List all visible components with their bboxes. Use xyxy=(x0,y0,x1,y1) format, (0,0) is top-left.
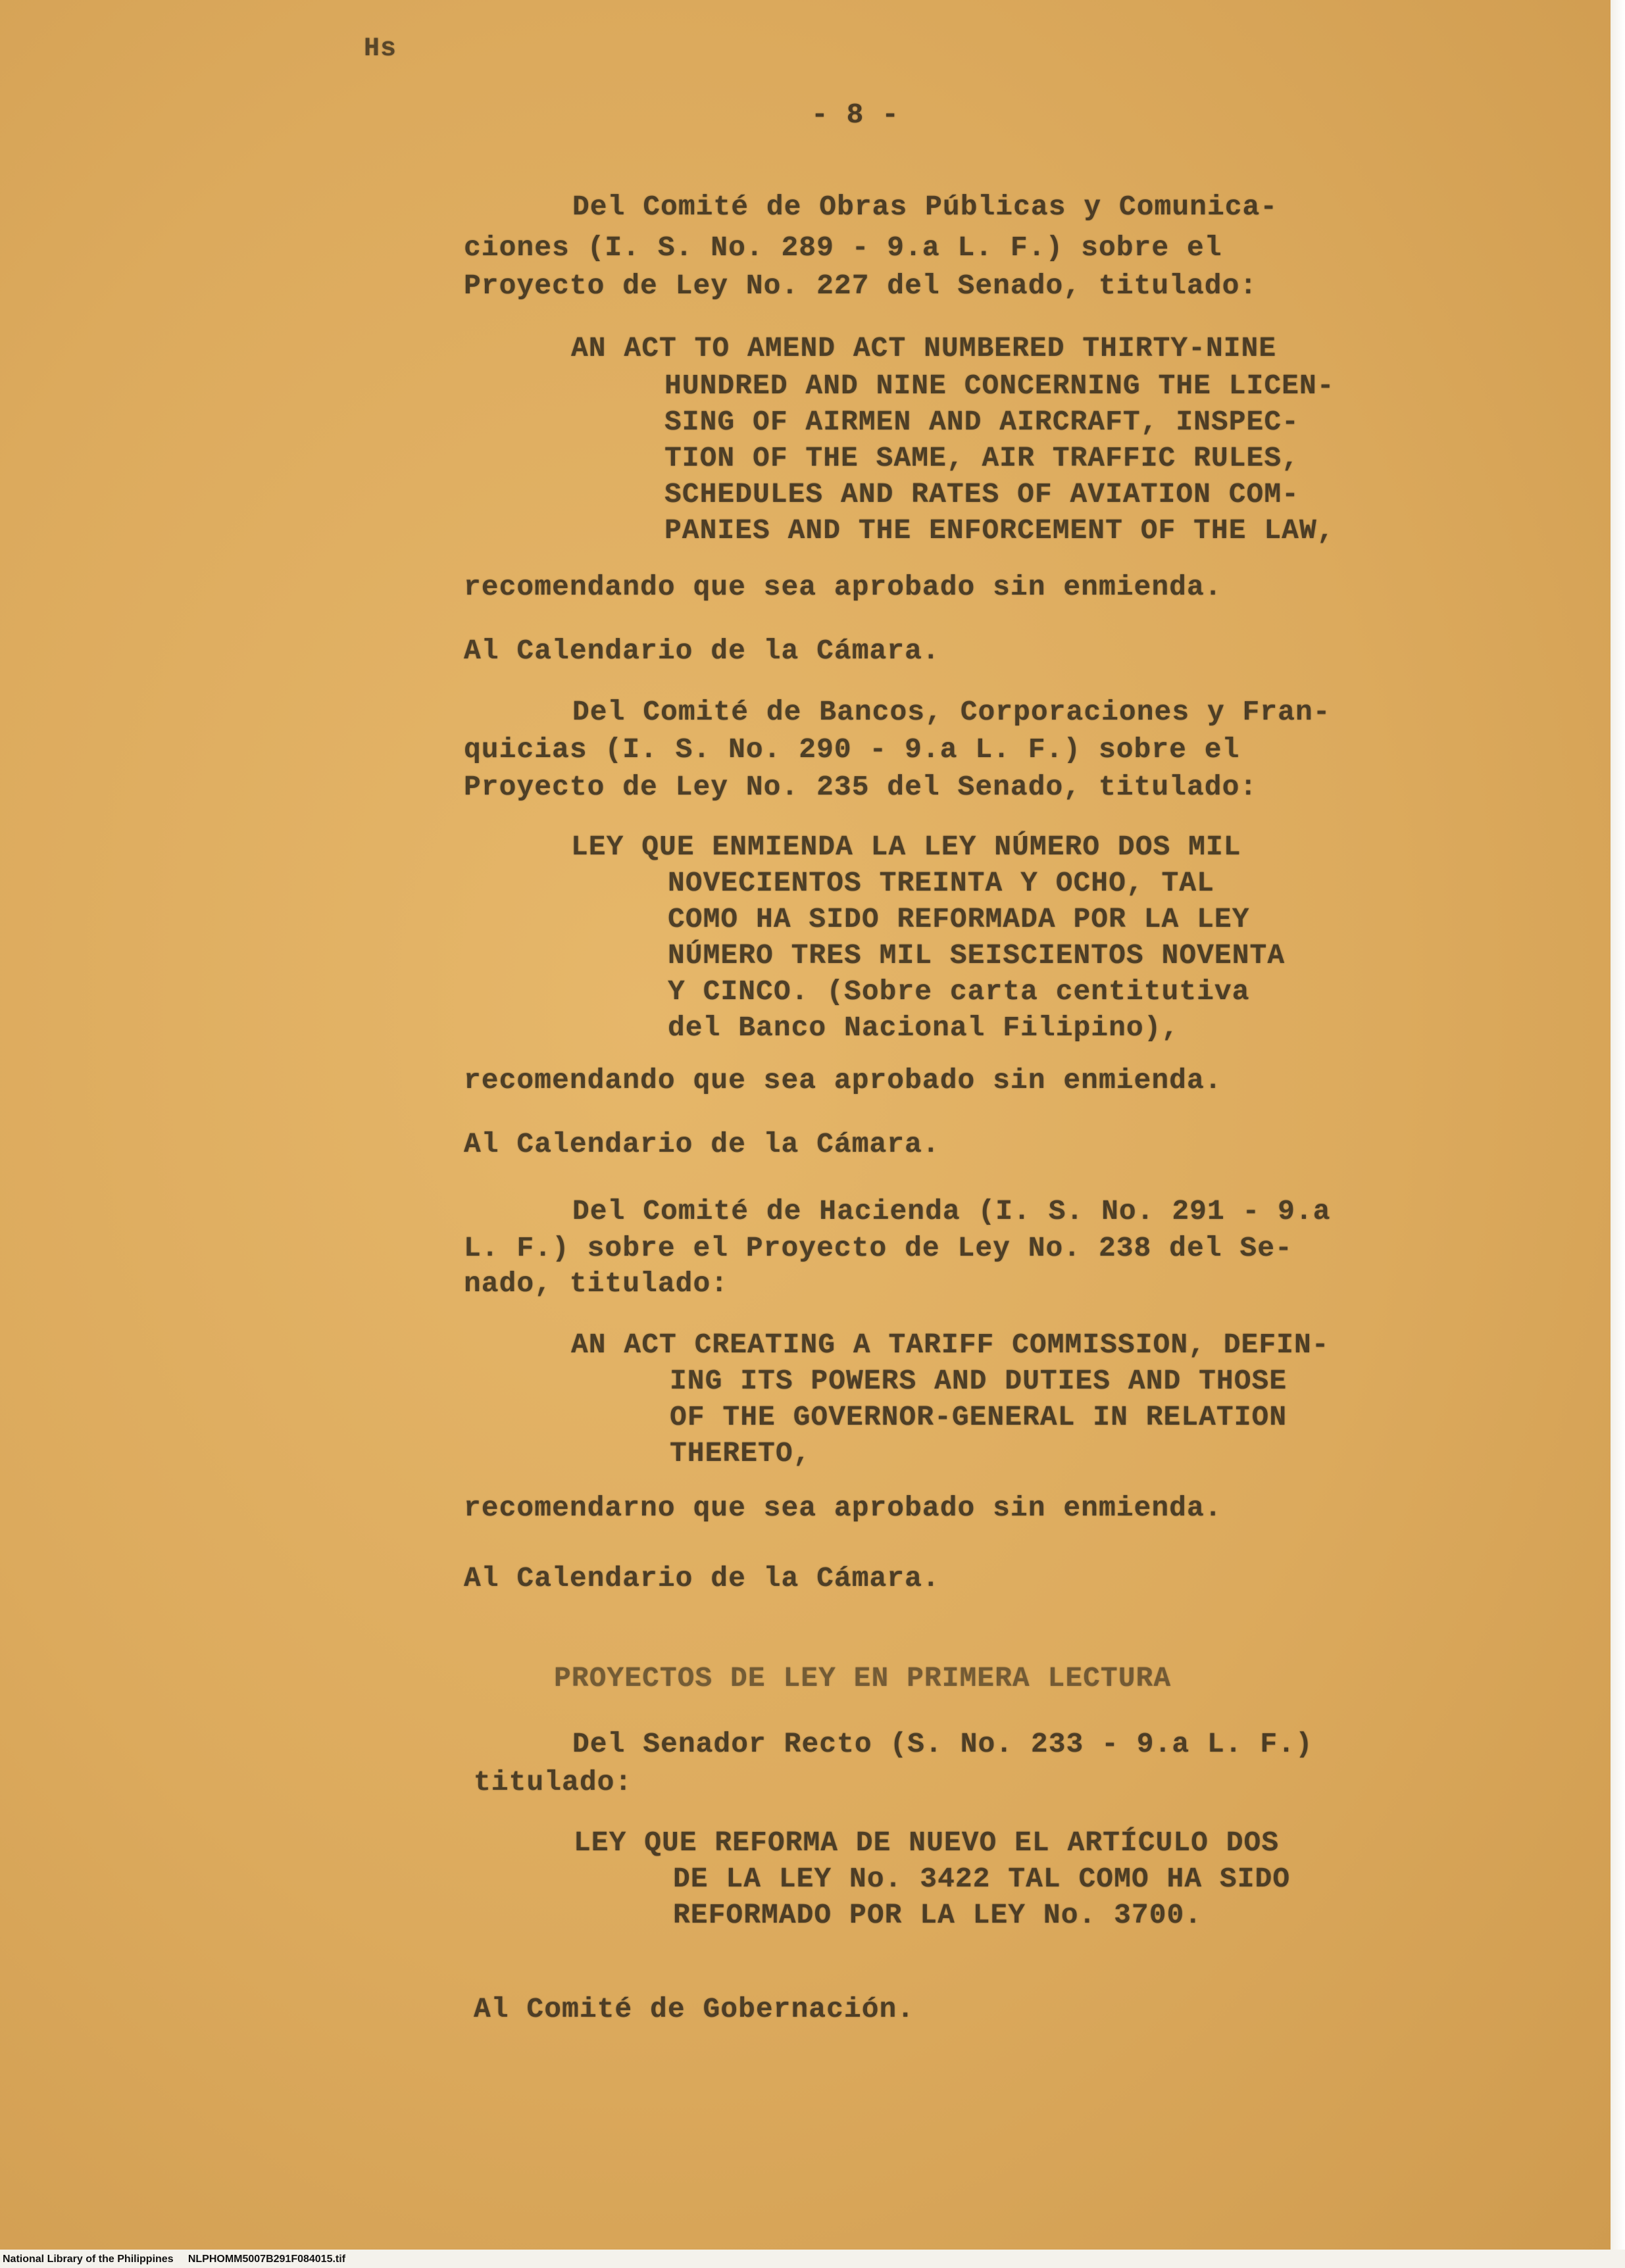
s2-intro-line-2: quicias (I. S. No. 290 - 9.a L. F.) sobre el xyxy=(464,733,1240,766)
s2-intro-line-1: Del Comité de Bancos, Corporaciones y Fran- xyxy=(572,696,1331,728)
first-reading-referral: Al Comité de Gobernación. xyxy=(474,1993,915,2025)
s1-bill-title-line-2: HUNDRED AND NINE CONCERNING THE LICEN- xyxy=(664,370,1335,402)
s3-bill-title-line-1: AN ACT CREATING A TARIFF COMMISSION, DEFIN- xyxy=(571,1329,1330,1361)
s2-bill-title-line-6: del Banco Nacional Filipino), xyxy=(668,1012,1180,1044)
s2-bill-title-line-4: NÚMERO TRES MIL SEISCIENTOS NOVENTA xyxy=(668,939,1286,972)
s1-recommendation: recomendando que sea aprobado sin enmienda. xyxy=(464,571,1222,603)
s3-referral: Al Calendario de la Cámara. xyxy=(464,1562,940,1594)
s1-bill-title-line-3: SING OF AIRMEN AND AIRCRAFT, INSPEC- xyxy=(664,406,1299,438)
s3-bill-title-line-2: ING ITS POWERS AND DUTIES AND THOSE xyxy=(670,1365,1288,1397)
s3-bill-title-line-3: OF THE GOVERNOR-GENERAL IN RELATION xyxy=(670,1401,1288,1433)
s2-bill-title-line-5: Y CINCO. (Sobre carta centitutiva xyxy=(668,975,1250,1008)
s3-intro-line-2: L. F.) sobre el Proyecto de Ley No. 238 del Se- xyxy=(464,1232,1293,1264)
s1-bill-title-line-5: SCHEDULES AND RATES OF AVIATION COM- xyxy=(664,478,1299,510)
first-reading-bill-title-line-2: DE LA LEY No. 3422 TAL COMO HA SIDO xyxy=(673,1863,1291,1895)
s1-intro-line-1: Del Comité de Obras Públicas y Comunica- xyxy=(572,191,1278,223)
s3-recommendation: recomendarno que sea aprobado sin enmienda. xyxy=(464,1492,1222,1524)
s1-bill-title-line-1: AN ACT TO AMEND ACT NUMBERED THIRTY-NINE xyxy=(571,332,1277,364)
s2-referral: Al Calendario de la Cámara. xyxy=(464,1128,940,1160)
first-reading-bill-title-line-1: LEY QUE REFORMA DE NUEVO EL ARTÍCULO DOS xyxy=(574,1827,1280,1859)
first-reading-intro-line-1: Del Senador Recto (S. No. 233 - 9.a L. F.) xyxy=(572,1728,1313,1760)
scan-margin-right xyxy=(1611,0,1625,2268)
page-number: - 8 - xyxy=(811,99,900,131)
handwritten-initials: Hs xyxy=(364,34,397,64)
s3-intro-line-3: nado, titulado: xyxy=(464,1268,729,1300)
s2-bill-title-line-2: NOVECIENTOS TREINTA Y OCHO, TAL xyxy=(668,867,1214,899)
s1-bill-title-line-6: PANIES AND THE ENFORCEMENT OF THE LAW, xyxy=(664,514,1335,547)
s1-bill-title-line-4: TION OF THE SAME, AIR TRAFFIC RULES, xyxy=(664,442,1299,474)
s1-referral: Al Calendario de la Cámara. xyxy=(464,635,940,667)
archive-footer: National Library of the Philippines NLPHOMM5007B291F084015.tif xyxy=(3,2254,346,2265)
first-reading-bill-title-line-3: REFORMADO POR LA LEY No. 3700. xyxy=(673,1899,1203,1931)
first-reading-intro-line-2: titulado: xyxy=(474,1766,633,1798)
s1-intro-line-3: Proyecto de Ley No. 227 del Senado, titulado: xyxy=(464,270,1258,302)
first-reading-heading: PROYECTOS DE LEY EN PRIMERA LECTURA xyxy=(554,1662,1172,1694)
s2-bill-title-line-3: COMO HA SIDO REFORMADA POR LA LEY xyxy=(668,903,1250,935)
s3-bill-title-line-4: THERETO, xyxy=(670,1437,811,1469)
s3-intro-line-1: Del Comité de Hacienda (I. S. No. 291 - 9.a xyxy=(572,1195,1331,1227)
s1-intro-line-2: ciones (I. S. No. 289 - 9.a L. F.) sobre el xyxy=(464,232,1222,264)
s2-bill-title-line-1: LEY QUE ENMIENDA LA LEY NÚMERO DOS MIL xyxy=(571,831,1241,863)
s2-intro-line-3: Proyecto de Ley No. 235 del Senado, titulado: xyxy=(464,771,1258,803)
s2-recommendation: recomendando que sea aprobado sin enmienda. xyxy=(464,1064,1222,1097)
